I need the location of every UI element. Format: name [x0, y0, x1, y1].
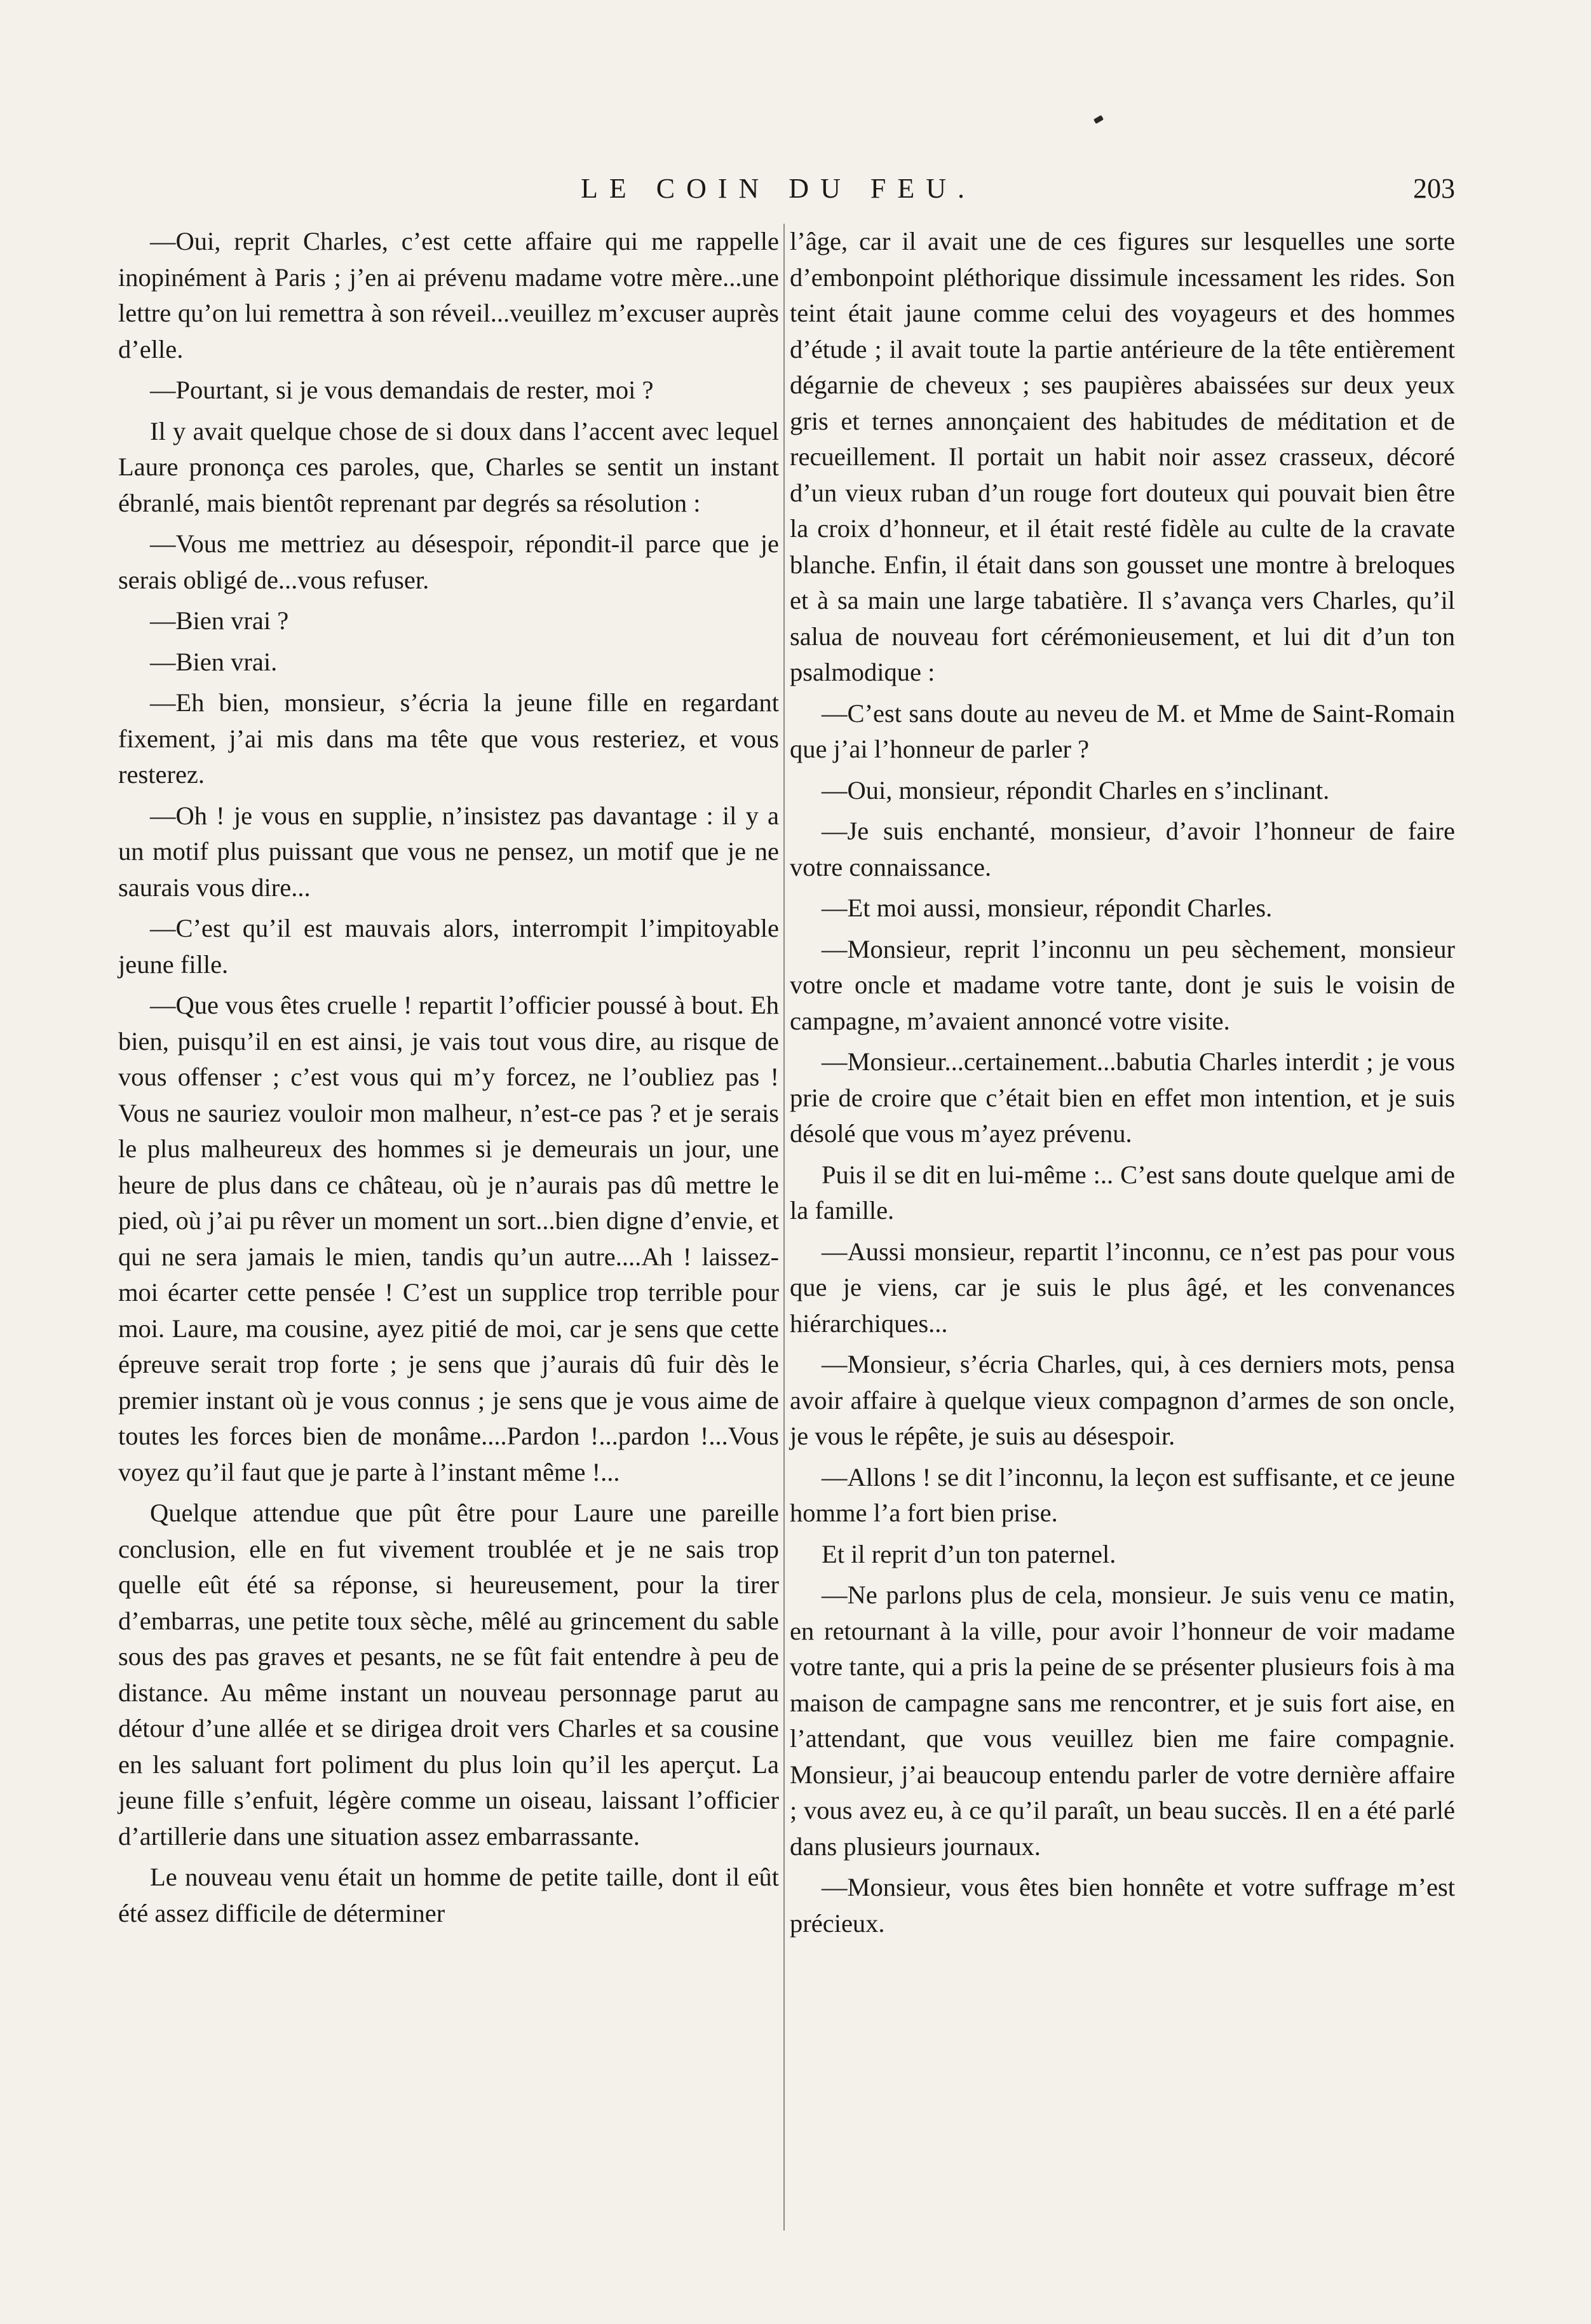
paragraph: —Monsieur, reprit l’inconnu un peu sèchement, monsieur votre oncle et madame votre tante, dont je suis le voisin de campagne, m’avaient annoncé votre visite. — [790, 934, 1455, 1035]
paragraph: —Vous me mettriez au désespoir, répondit-il parce que je serais obligé de...vous refuser. — [118, 529, 779, 594]
paragraph: —Monsieur...certainement...babutia Charles interdit ; je vous prie de croire que c’était bien en effet mon intention, et je suis désolé que vous m’ayez prévenu. — [790, 1047, 1455, 1148]
paragraph: —C’est qu’il est mauvais alors, interrompit l’impitoyable jeune fille. — [118, 914, 779, 979]
paragraph: —Oh ! je vous en supplie, n’insistez pas davantage : il y a un motif plus puissant que vous ne pensez, un motif que je ne saurais vous dire... — [118, 801, 779, 902]
paragraph: l’âge, car il avait une de ces figures sur lesquelles une sorte d’embonpoint pléthorique dissimule incessament les rides. Son teint était jaune comme celui des voyageurs et des hommes d’étude ; il avait toute la partie antérieure de la tête entièrement dégarnie de cheveux ; ses paupières abaissées sur deux yeux gris et ternes annonçaient des habitudes de méditation et de recueillement. Il portait un habit noir assez crasseux, décoré d’un vieux ruban d’un rouge fort douteux qui pouvait bien être la croix d’honneur, et il était resté fidèle au culte de la cravate blanche. Enfin, il était dans son gousset une montre à breloques et à sa main une large tabatière. Il s’avança vers Charles, qu’il salua de nouveau fort cérémonieusement, et lui dit d’un ton psalmodique : — [790, 227, 1455, 686]
paragraph: Puis il se dit en lui-même :.. C’est sans doute quelque ami de la famille. — [790, 1160, 1455, 1225]
paragraph: —Eh bien, monsieur, s’écria la jeune fille en regardant fixement, j’ai mis dans ma tête que vous resteriez, et vous resterez. — [118, 688, 779, 789]
paragraph: —C’est sans doute au neveu de M. et Mme de Saint-Romain que j’ai l’honneur de parler ? — [790, 698, 1455, 763]
column-divider — [783, 224, 785, 2231]
paragraph: —Je suis enchanté, monsieur, d’avoir l’honneur de faire votre connaissance. — [790, 817, 1455, 881]
paragraph: —Bien vrai. — [150, 647, 278, 676]
paragraph: —Et moi aussi, monsieur, répondit Charles. — [822, 894, 1273, 922]
paragraph: Le nouveau venu était un homme de petite taille, dont il eût été assez difficile de déterminer — [118, 1863, 779, 1927]
right-column — [790, 224, 1455, 1947]
paragraph: —Que vous êtes cruelle ! repartit l’officier poussé à bout. Eh bien, puisqu’il en est ainsi, je vais tout vous dire, au risque de vous offenser ; c’est vous qui m’y forcez, ne l’oubliez pas ! Vous ne sauriez vouloir mon malheur, n’est-ce pas ? et je serais le plus malheureux des hommes si je demeurais un jour, une heure de plus dans ce château, où je n’aurais pas dû mettre le pied, où j’ai pu rêver un moment un sort...bien digne d’envie, et qui ne sera jamais le mien, tandis qu’un autre....Ah ! laissez-moi écarter cette pensée ! C’est un supplice trop terrible pour moi. Laure, ma cousine, ayez pitié de moi, car je sens que cette épreuve serait trop forte ; je sens que j’aurais dû fuir dès le premier instant où je vous connus ; je sens que je vous aime de toutes les forces bien de monâme....Pardon !...pardon !...Vous voyez qu’il faut que je parte à l’instant même !... — [118, 991, 779, 1486]
paragraph: Quelque attendue que pût être pour Laure une pareille conclusion, elle en fut vivement troublée et je ne sais trop quelle eût été sa réponse, si heureusement, pour la tirer d’embarras, une petite toux sèche, mêlé au grincement du sable sous des pas graves et pesants, ne se fût fait entendre à peu de distance. Au même instant un nouveau personnage parut au détour d’une allée et se dirigea droit vers Charles et sa cousine en les saluant fort poliment du plus loin qu’il les aperçut. La jeune fille s’enfuit, légère comme un oiseau, laissant l’officier d’artillerie dans une situation assez embarrassante. — [118, 1498, 779, 1851]
paragraph: —Bien vrai ? — [150, 606, 289, 635]
paragraph: —Oui, monsieur, répondit Charles en s’inclinant. — [822, 775, 1330, 805]
paragraph: —Allons ! se dit l’inconnu, la leçon est suffisante, et ce jeune homme l’a fort bien prise. — [790, 1462, 1455, 1527]
left-column — [118, 224, 779, 1936]
paragraph: —Monsieur, s’écria Charles, qui, à ces derniers mots, pensa avoir affaire à quelque vieux compagnon d’armes de son oncle, je vous le répête, je suis au désespoir. — [790, 1350, 1455, 1450]
paragraph: —Oui, reprit Charles, c’est cette affaire qui me rappelle inopinément à Paris ; j’en ai prévenu madame votre mère...une lettre qu’on lui remettra à son réveil...veuillez m’excuser auprès d’elle. — [118, 227, 779, 364]
page-header — [102, 166, 1455, 211]
paragraph: —Pourtant, si je vous demandais de rester, moi ? — [150, 376, 654, 404]
paragraph: —Ne parlons plus de cela, monsieur. Je suis venu ce matin, en retournant à la ville, pour avoir l’honneur de voir madame votre tante, qui a pris la peine de se présenter plusieurs fois à ma maison de campagne sans me rencontrer, et je suis fort aise, en l’attendant, que vous veuillez bien me faire compagnie. Monsieur, j’ai beaucoup entendu parler de votre dernière affaire ; vous avez eu, à ce qu’il paraît, un beau succès. Il en a été parlé dans plusieurs journaux. — [790, 1580, 1455, 1861]
paragraph: —Monsieur, vous êtes bien honnête et votre suffrage m’est précieux. — [790, 1873, 1455, 1938]
paragraph: Il y avait quelque chose de si doux dans l’accent avec lequel Laure prononça ces paroles, que, Charles se sentit un instant ébranlé, mais bientôt reprenant par degrés sa résolution : — [118, 416, 779, 517]
paragraph: —Aussi monsieur, repartit l’inconnu, ce n’est pas pour vous que je viens, car je suis le plus âgé, et les convenances hiérarchiques... — [790, 1237, 1455, 1338]
page-number: 203 — [1413, 173, 1455, 204]
paragraph: Et il reprit d’un ton paternel. — [822, 1539, 1116, 1568]
ink-speck — [1093, 115, 1104, 124]
running-title: LE COIN DU FEU. — [581, 173, 976, 204]
